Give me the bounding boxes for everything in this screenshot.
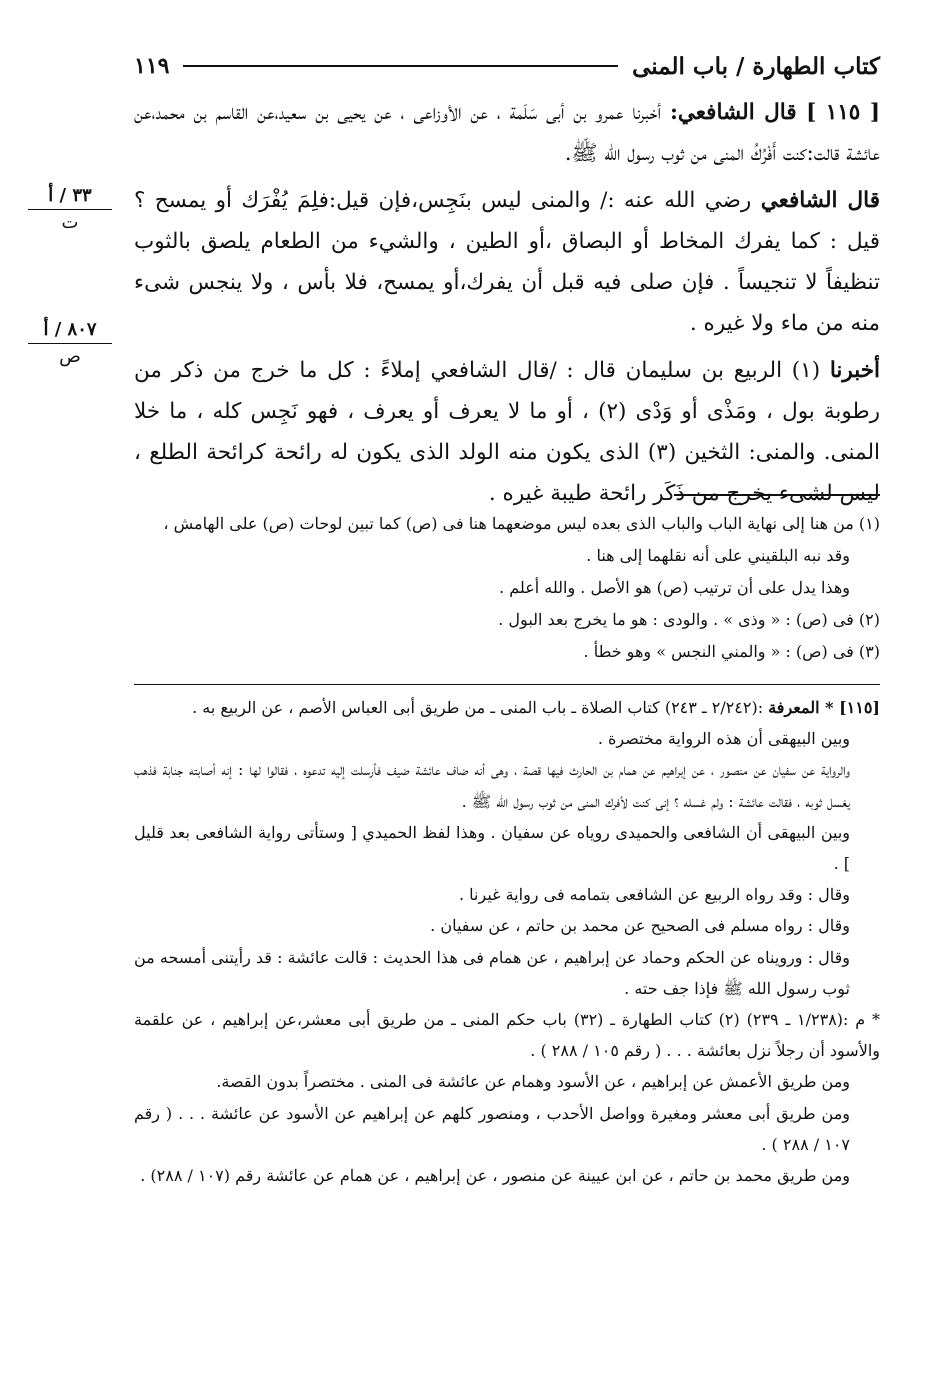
reference-note: ومن طريق الأعمش عن إبراهيم ، عن الأسود وهمام عن عائشة فى المنى . مختصراً بدون القصة.: [216, 1072, 850, 1092]
main-text: [134, 92, 880, 514]
paragraph-rabi: [134, 350, 880, 514]
reference-note: وقال : ورويناه عن الحكم وحماد عن إبراهيم ، عن همام فى هذا الحديث : قالت عائشة : قد رأيتنى أمسحه من ثوب رسول الله ﷺ فإذا جف حته .: [134, 947, 850, 998]
footnote-separator: [674, 494, 880, 496]
paragraph-label: [ ١١٥ ] قال الشافعي:: [669, 100, 880, 125]
running-title: كتاب الطهارة / باب المنى: [632, 52, 880, 80]
reference-note: وقال : وقد رواه الربيع عن الشافعى بتمامه فى رواية غيرنا .: [458, 885, 850, 905]
reference-note: والرواية عن سفيان عن منصور ، عن إبراهيم عن همام بن الحارث فيها قصة ، وهى أنه ضاف عائشة ضيف فأرسلت إليه تدعوه ، فقالوا لها : إنه أصابته جنابة فذهب يغسل ثوبه ، فقالت عائشة : ولم غسله ؟ إنى كنت لأفرك المنى من ثوب رسول الله ﷺ .: [134, 760, 850, 811]
margin-note-1: [28, 186, 112, 233]
footnote: (٣) فى (ص) : « والمني النجس » وهو خطأ .: [583, 642, 880, 661]
reference-note: ومن طريق محمد بن حاتم ، عن ابن عيينة عن منصور ، عن إبراهيم ، عن همام عن عائشة رقم (١٠٧ / ٢٨٨) .: [140, 1166, 850, 1186]
takhrij-references: [134, 692, 880, 1191]
header-rule: [183, 65, 618, 67]
page-header: [134, 46, 880, 86]
reference-entry-muslim: * م :(١/٢٣٨ ـ ٢٣٩) (٢) كتاب الطهارة ـ (٣٢) باب حكم المنى ـ من طريق أبى معشر،عن إبراهيم ، عن علقمة والأسود أن رجلاً نزل بعائشة . . . ( رقم ١٠٥ / ٢٨٨ ) .: [134, 1010, 881, 1061]
paragraph-shafii: [134, 180, 880, 344]
reference-note: وقال : رواه مسلم فى الصحيح عن محمد بن حاتم ، عن سفيان .: [430, 916, 850, 936]
page-number: ١١٩: [134, 53, 170, 79]
reference-entry: [134, 692, 880, 723]
footnote-continuation: وهذا يدل على أن ترتيب (ص) هو الأصل . والله أعلم .: [499, 578, 850, 597]
paragraph-text: رضي الله عنه :/ والمنى ليس بنَجِس،فإن قيل:فلِمَ يُفْرَك أو يمسح ؟ قيل : كما يفرك المخاط أو البصاق ،أو الطين ، والشيء من الطعام يلصق بالثوب تنظيفاً لا تنجيساً . فإن صلى فيه قبل أن يفرك،أو يمسح، فلا بأس ، ولا ينجس شىء منه من ماء ولا غيره .: [134, 188, 880, 336]
references-separator: [134, 684, 880, 685]
footnote-continuation: وقد نبه البلقيني على أنه نقلهما إلى هنا .: [586, 546, 850, 565]
margin-note-number: ٨٠٧ / أ: [28, 320, 112, 344]
paragraph-label: قال الشافعي: [760, 188, 880, 213]
reference-text: :(٢/٢٤٢ ـ ٢٤٣) كتاب الصلاة ـ باب المنى ـ من طريق أبى العباس الأصم ، عن الربيع به .: [192, 698, 764, 717]
reference-note: وبين البيهقى أن هذه الرواية مختصرة .: [597, 729, 850, 749]
paragraph-label: أخبرنا: [829, 358, 880, 383]
reference-note: وبين البيهقى أن الشافعى والحميدى روياه عن سفيان . وهذا لفظ الحميدي [ وستأتى رواية الشافعى بعد قليل ] .: [134, 822, 850, 874]
reference-note: ومن طريق أبى معشر ومغيرة وواصل الأحدب ، ومنصور كلهم عن إبراهيم عن الأسود عن عائشة . . . ( رقم ١٠٧ / ٢٨٨ ) .: [134, 1103, 851, 1154]
footnote: (١) من هنا إلى نهاية الباب والباب الذى بعده ليس موضعهما هنا فى (ص) كما تبين لوحات (ص) على الهامش ،: [163, 514, 880, 533]
margin-note-manuscript: ت: [61, 212, 79, 233]
margin-note-manuscript: ص: [59, 346, 81, 367]
footnotes: [134, 508, 880, 668]
paragraph-text: (١) الربيع بن سليمان قال : /قال الشافعي إملاءً : كل ما خرج من ذكر من رطوبة بول ، ومَذْى أو وَدْى (٢) ، أو ما لا يعرف أو يعرف ، فهو نَجِس كله ، ما خلا المنى. والمنى: الثخين (٣) الذى يكون منه الولد الذى يكون له رائحة كرائحة الطلع ، ليس لشىء يخرج من ذَكَر رائحة طيبة غيره .: [134, 358, 881, 506]
paragraph-text: أخبرنا عمرو بن أبى سَلَمة ، عن الأوزاعى ، عن يحيى بن سعيد،عن القاسم بن محمد،عن عائشة قالت:كنت أَفْرُكُ المنى من ثوب رسول الله ﷺ.: [134, 100, 880, 166]
footnote: (٢) فى (ص) : « وذى » . والودى : هو ما يخرج بعد البول .: [498, 610, 880, 629]
reference-label: [١١٥] * المعرفة: [768, 698, 880, 717]
margin-note-number: ٣٣ / أ: [28, 186, 112, 210]
margin-note-2: [28, 320, 112, 367]
paragraph-115: [134, 92, 880, 174]
